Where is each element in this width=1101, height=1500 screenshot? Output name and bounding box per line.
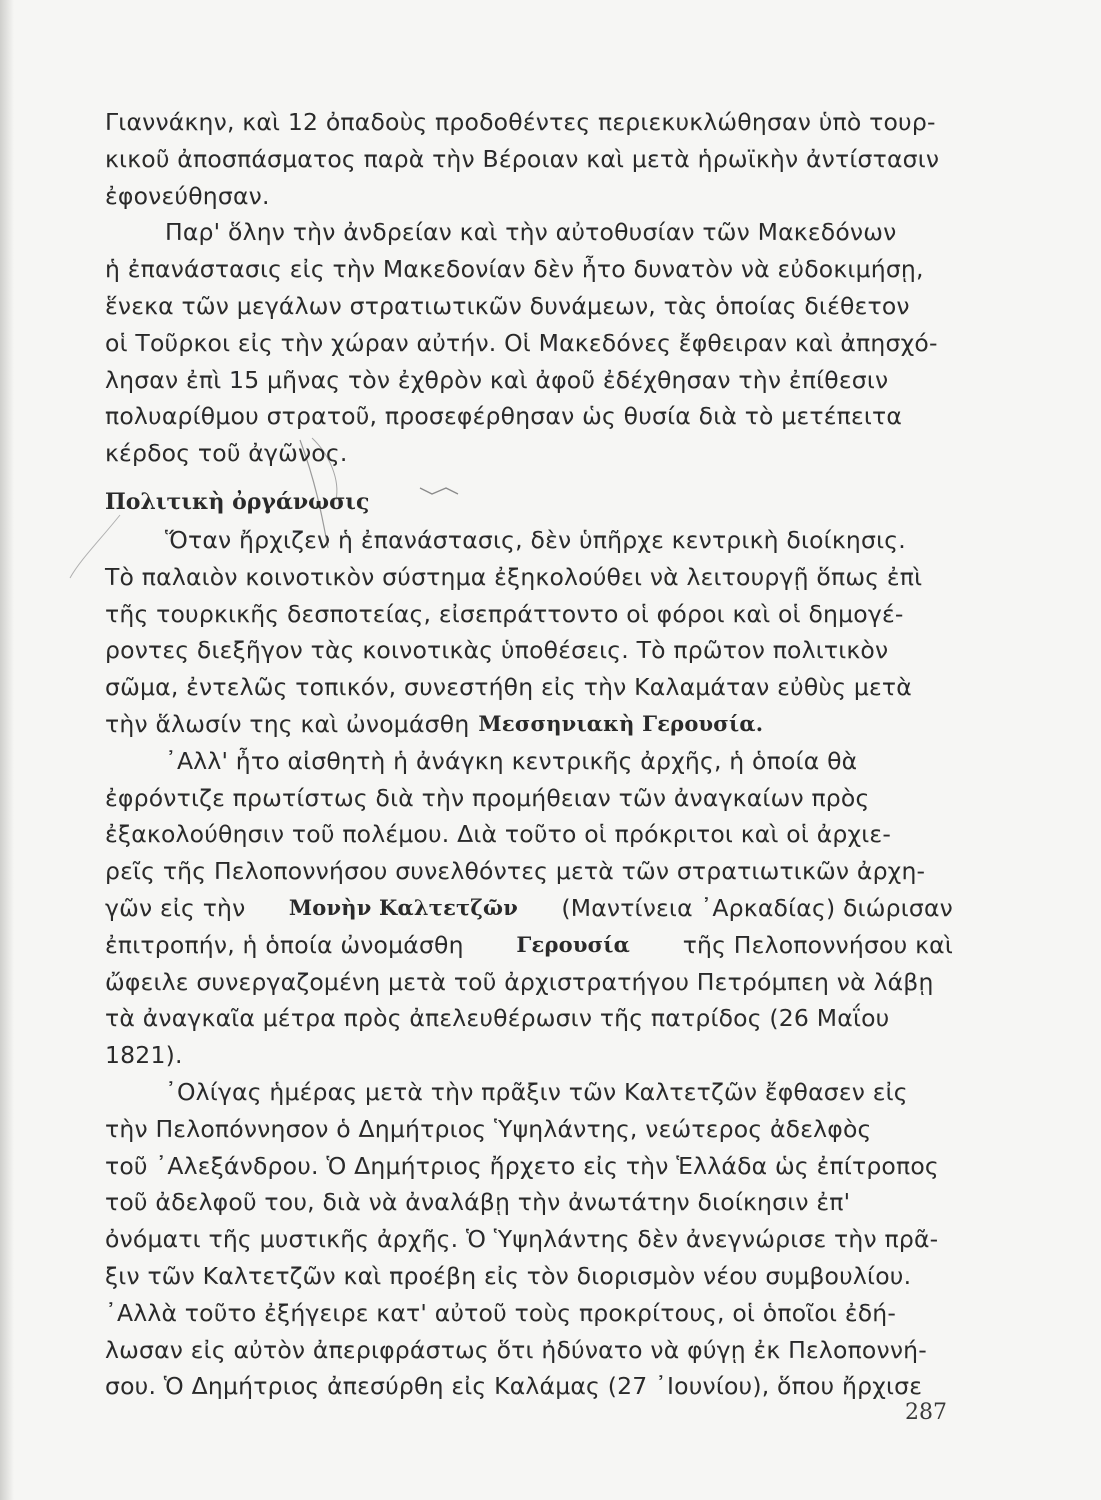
text-line: 1821). <box>105 1041 183 1070</box>
text-line: Γιαννάκην, καὶ 12 ὀπαδοὺς προδοθέντες περιεκυκλώθησαν ὑπὸ τουρ- <box>105 108 936 136</box>
text-line: ᾿Ολίγας ἡμέρας μετὰ τὴν πρᾶξιν τῶν Καλτετζῶν ἔφθασεν εἰς <box>165 1077 908 1106</box>
page-number: 287 <box>905 1400 947 1425</box>
text-line: ἐφονεύθησαν. <box>105 181 270 210</box>
text-line: τὰ ἀναγκαῖα μέτρα πρὸς ἀπελευθέρωσιν τῆς πατρίδος (26 Μαΐου <box>105 1004 890 1033</box>
bold-term: Γερουσία <box>516 931 631 957</box>
text-line: ἐπιτροπήν, ἡ ὁποία ὠνομάσθη Γερουσία τῆς Πελοποννήσου καὶ <box>105 927 953 964</box>
text-line: κικοῦ ἀποσπάσματος παρὰ τὴν Βέροιαν καὶ μετὰ ἡρωϊκὴν ἀντίστασιν <box>105 144 940 173</box>
text-line: ὀνόματι τῆς μυστικῆς ἀρχῆς. Ὁ Ὑψηλάντης δὲν ἀνεγνώρισε τὴν πρᾶ- <box>105 1225 939 1254</box>
text-line: τῆς τουρκικῆς δεσποτείας, εἰσεπράττοντο οἱ φόροι καὶ οἱ δημογέ- <box>105 599 904 628</box>
text-line: ἡ ἐπανάστασις εἰς τὴν Μακεδονίαν δὲν ἦτο δυνατὸν νὰ εὐδοκιμήσῃ, <box>105 255 924 284</box>
text-line: λησαν ἐπὶ 15 μῆνας τὸν ἐχθρὸν καὶ ἀφοῦ ἐδέχθησαν τὴν ἐπίθεσιν <box>105 365 889 394</box>
text-line: τοῦ ᾿Αλεξάνδρου. Ὁ Δημήτριος ἤρχετο εἰς τὴν Ἑλλάδα ὡς ἐπίτροπος <box>105 1151 939 1180</box>
text-line: τοῦ ἀδελφοῦ του, διὰ νὰ ἀναλάβῃ τὴν ἀνωτάτην διοίκησιν ἐπ' <box>105 1188 851 1217</box>
text-line: κέρδος τοῦ ἀγῶνος. <box>105 439 348 468</box>
text-line: πολυαρίθμου στρατοῦ, προσεφέρθησαν ὡς θυσία διὰ τὸ μετέπειτα <box>105 402 903 431</box>
text-line: ὤφειλε συνεργαζομένη μετὰ τοῦ ἀρχιστρατήγου Πετρόμπεη νὰ λάβῃ <box>105 967 934 996</box>
text-line: σου. Ὁ Δημήτριος ἀπεσύρθη εἰς Καλάμας (27 ᾿Ιουνίου), ὅπου ἤρχισε <box>105 1372 923 1401</box>
text-line: ᾿Αλλ' ἦτο αἰσθητὴ ἡ ἀνάγκη κεντρικῆς ἀρχῆς, ἡ ὁποία θὰ <box>165 746 858 775</box>
text-line: ἕνεκα τῶν μεγάλων στρατιωτικῶν δυνάμεων, τὰς ὁποίας διέθετον <box>105 291 910 320</box>
text-line: τὴν Πελοπόννησον ὁ Δημήτριος Ὑψηλάντης, νεώτερος ἀδελφὸς <box>105 1114 872 1143</box>
bold-term: Μεσσηνιακὴ Γερουσία. <box>478 710 764 736</box>
text-line: ἐξακολούθησιν τοῦ πολέμου. Διὰ τοῦτο οἱ πρόκριτοι καὶ οἱ ἀρχιε- <box>105 820 892 849</box>
main-text <box>105 104 953 1405</box>
text-line: ξιν τῶν Καλτετζῶν καὶ προέβη εἰς τὸν διορισμὸν νέου συμβουλίου. <box>105 1261 912 1290</box>
text-line: Ὅταν ἤρχιζεν ἡ ἐπανάστασις, δὲν ὑπῆρχε κεντρικὴ διοίκησις. <box>165 525 906 554</box>
text-line: ᾿Αλλὰ τοῦτο ἐξήγειρε κατ' αὐτοῦ τοὺς προκρίτους, οἱ ὁποῖοι ἐδή- <box>105 1298 897 1327</box>
text-line: τὴν ἅλωσίν της καὶ ὠνομάσθη Μεσσηνιακὴ Γερουσία. <box>105 706 953 743</box>
text-line: ρεῖς τῆς Πελοποννήσου συνελθόντες μετὰ τῶν στρατιωτικῶν ἀρχη- <box>105 857 926 886</box>
text-line: λωσαν εἰς αὐτὸν ἀπεριφράστως ὅτι ἠδύνατο νὰ φύγῃ ἐκ Πελοποννή- <box>105 1335 927 1364</box>
text-line: ἐφρόντιζε πρωτίστως διὰ τὴν προμήθειαν τῶν ἀναγκαίων πρὸς <box>105 783 870 812</box>
section-heading: Πολιτικὴ ὀργάνωσις <box>105 488 370 515</box>
binding-shadow <box>0 0 14 1500</box>
text-line: σῶμα, ἐντελῶς τοπικόν, συνεστήθη εἰς τὴν Καλαμάταν εὐθὺς μετὰ <box>105 673 912 702</box>
bold-term: Μονὴν Καλτετζῶν <box>288 894 518 920</box>
text-line: γῶν εἰς τὴν Μονὴν Καλτετζῶν (Μαντίνεια ᾿Αρκαδίας) διώρισαν <box>105 890 953 927</box>
text-line: Παρ' ὅλην τὴν ἀνδρείαν καὶ τὴν αὐτοθυσίαν τῶν Μακεδόνων <box>165 218 897 247</box>
text-line: ροντες διεξῆγον τὰς κοινοτικὰς ὑποθέσεις. Τὸ πρῶτον πολιτικὸν <box>105 636 889 665</box>
text-line: οἱ Τοῦρκοι εἰς τὴν χώραν αὐτήν. Οἱ Μακεδόνες ἔφθειραν καὶ ἀπησχό- <box>105 328 938 357</box>
text-line: Τὸ παλαιὸν κοινοτικὸν σύστημα ἐξηκολούθει νὰ λειτουργῇ ὅπως ἐπὶ <box>105 562 923 591</box>
